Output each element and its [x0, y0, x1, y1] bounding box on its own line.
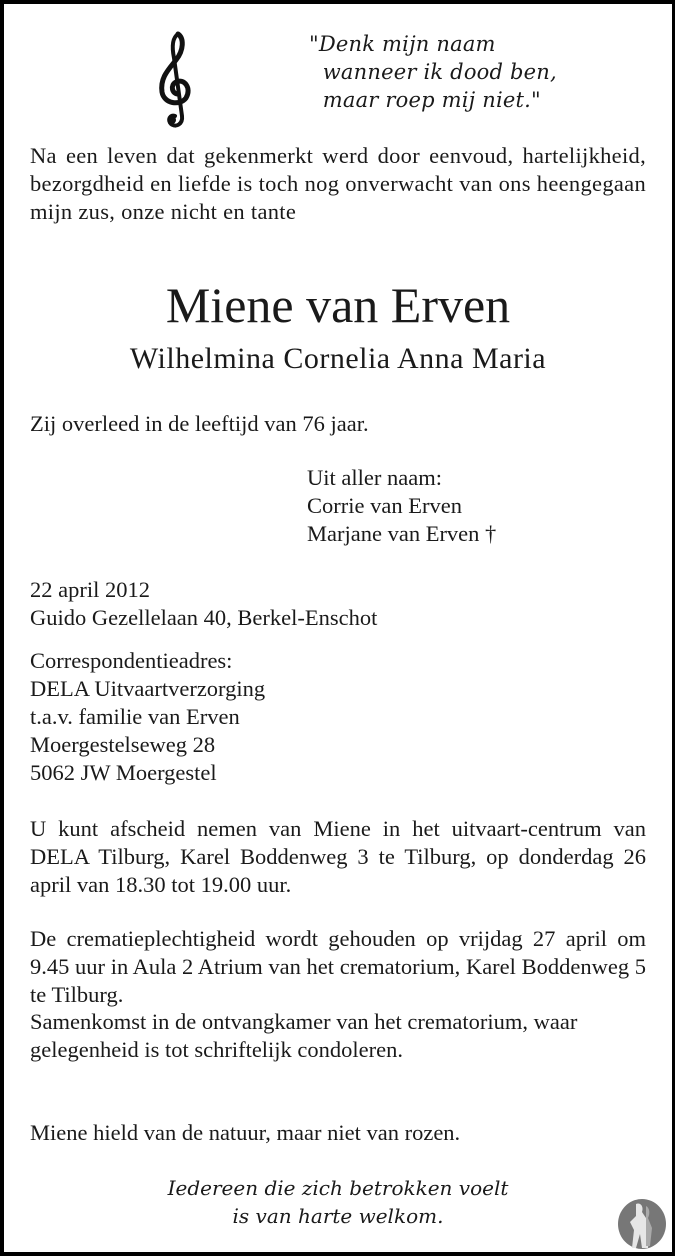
deceased-full-name: Wilhelmina Cornelia Anna Maria	[129, 342, 547, 375]
correspondence-line: DELA Uitvaartverzorging	[30, 676, 266, 701]
quote-line: "Denk mijn naam	[309, 32, 496, 56]
cremation-paragraph: De crematieplechtigheid wordt gehouden op vrijdag 27 april om 9.45 uur in Aula 2 Atrium van het crematorium, Karel Boddenweg 5 te Tilburg.	[30, 926, 646, 1007]
quote-line: maar roep mij niet."	[309, 88, 541, 112]
farewell-paragraph: U kunt afscheid nemen van Miene in het uitvaart-centrum van DELA Tilburg, Karel Boddenweg 3 te Tilburg, op donderdag 26 april van 18.30 tot 19.00 uur.	[30, 816, 646, 897]
home-address: Guido Gezellelaan 40, Berkel-Enschot	[30, 605, 378, 630]
signoff-name: Marjane van Erven †	[307, 521, 497, 546]
signoff-label: Uit aller naam:	[307, 465, 442, 490]
quote-line: wanneer ik dood ben,	[309, 60, 557, 84]
date: 22 april 2012	[30, 577, 150, 602]
correspondence-line: t.a.v. familie van Erven	[30, 704, 240, 729]
intro-paragraph: Na een leven dat gekenmerkt werd door eenvoud, hartelijkheid, bezorgdheid en liefde is toch nog onverwacht van ons heengegaan mijn zus, onze nicht en tante	[30, 143, 646, 224]
signoff-block	[307, 464, 496, 548]
closing-lines	[4, 1174, 672, 1230]
signoff-name: Corrie van Erven	[307, 493, 462, 518]
treble-clef-icon	[154, 30, 198, 130]
correspondence-line: 5062 JW Moergestel	[30, 760, 217, 785]
closing-line: is van harte welkom.	[232, 1204, 444, 1228]
gathering-paragraph: Samenkomst in de ontvangkamer van het crematorium, waar gelegenheid is tot schriftelijk condoleren.	[30, 1009, 578, 1062]
dela-logo-icon	[616, 1198, 668, 1250]
correspondence-block	[30, 647, 646, 787]
age-line: Zij overleed in de leeftijd van 76 jaar.	[30, 411, 369, 436]
correspondence-line: Moergestelseweg 28	[30, 732, 216, 757]
date-place-block	[30, 576, 646, 632]
correspondence-label: Correspondentieadres:	[30, 648, 233, 673]
obituary-notice	[4, 4, 672, 1252]
closing-line: Iedereen die zich betrokken voelt	[167, 1176, 509, 1200]
personal-note: Miene hield van de natuur, maar niet van rozen.	[30, 1120, 461, 1145]
opening-quote	[309, 30, 557, 114]
deceased-name: Miene van Erven	[165, 277, 511, 333]
